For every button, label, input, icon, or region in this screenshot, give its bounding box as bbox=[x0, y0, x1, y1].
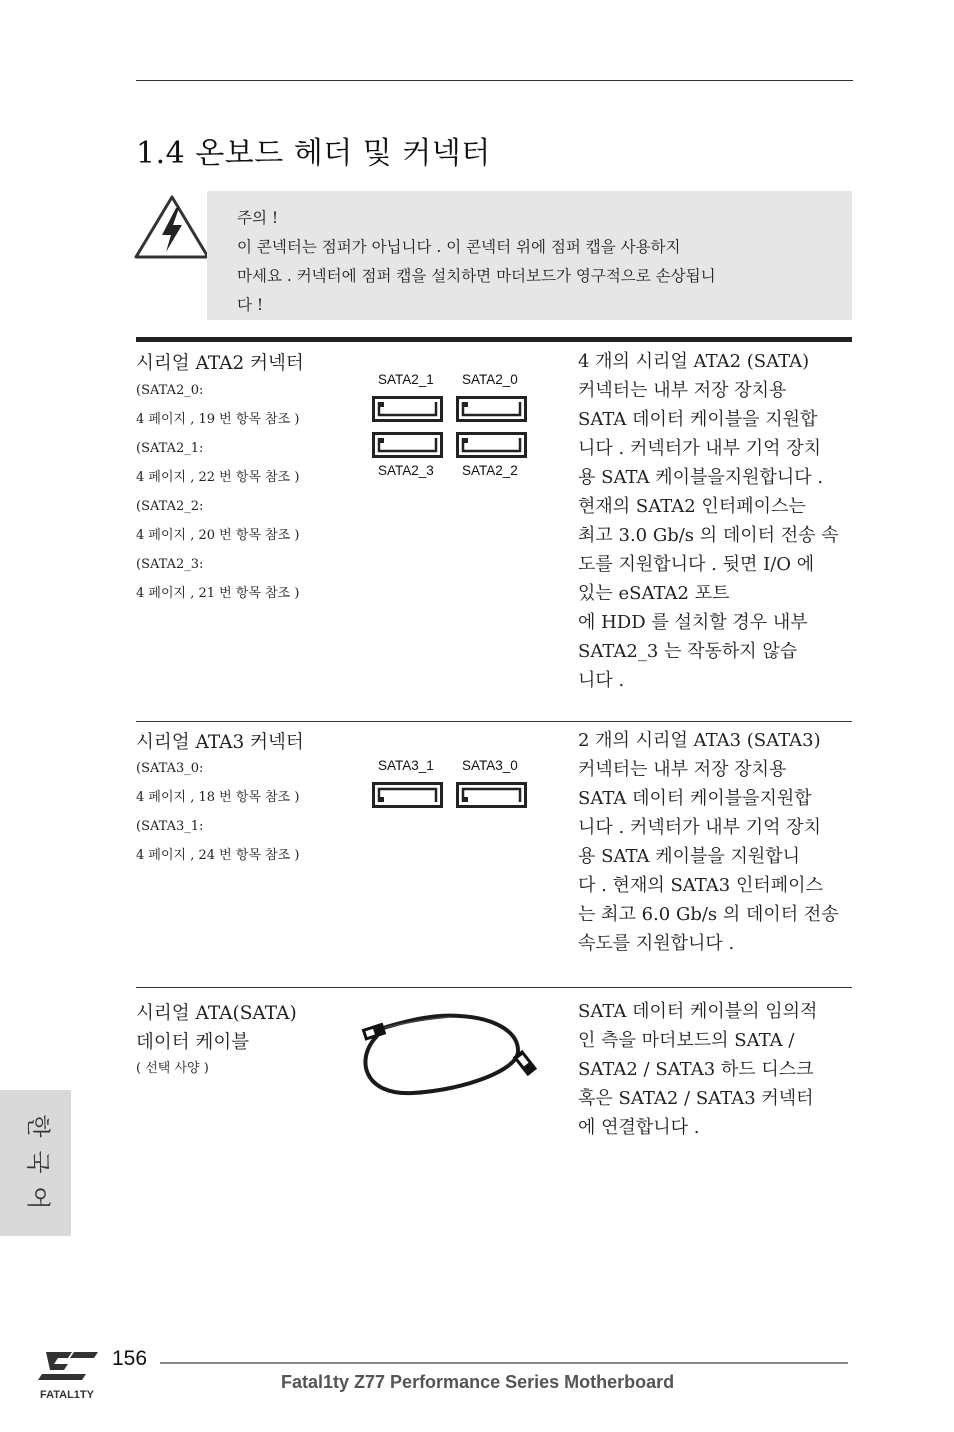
sata2-refs bbox=[136, 376, 299, 608]
desc-line: 인 측을 마더보드의 SATA / bbox=[578, 1030, 795, 1051]
sata-connector-icon bbox=[456, 396, 527, 422]
ref-line: (SATA2_2: bbox=[136, 499, 204, 514]
cable-title bbox=[136, 999, 297, 1057]
ref-line: (SATA2_1: bbox=[136, 441, 204, 456]
top-rule bbox=[136, 80, 853, 81]
caution-text bbox=[237, 204, 777, 320]
cable-description bbox=[578, 997, 853, 1142]
logo-text: FATAL1TY bbox=[40, 1389, 94, 1401]
port-label-sata2-3: SATA2_3 bbox=[378, 463, 434, 478]
section-title: 1.4 온보드 헤더 및 커넥터 bbox=[136, 136, 491, 171]
desc-line: 2 개의 시리얼 ATA3 (SATA3) bbox=[578, 730, 821, 751]
desc-line: 최고 3.0 Gb/s 의 데이터 전송 속 bbox=[578, 525, 839, 546]
sata3-refs bbox=[136, 754, 299, 870]
desc-line: 에 연결합니다 . bbox=[578, 1117, 700, 1138]
cable-title-line: 시리얼 ATA(SATA) bbox=[136, 1003, 297, 1024]
ref-line: 4 페이지 , 19 번 항목 참조 ) bbox=[136, 412, 300, 427]
ref-line: (SATA2_0: bbox=[136, 383, 204, 398]
page-number: 156 bbox=[112, 1347, 148, 1370]
sata3-description bbox=[578, 726, 853, 958]
desc-line: 커넥터는 내부 저장 장치용 bbox=[578, 759, 787, 780]
sata3-connector-icon bbox=[456, 782, 527, 808]
section-divider bbox=[136, 987, 852, 988]
desc-line: 속도를 지원합니다 . bbox=[578, 933, 735, 954]
desc-line: 도를 지원합니다 . 뒷면 I/O 에 bbox=[578, 554, 815, 575]
desc-line: 니다 . 커넥터가 내부 기억 장치 bbox=[578, 438, 821, 459]
port-label-sata2-1: SATA2_1 bbox=[378, 372, 434, 387]
caution-line: 마세요 . 커넥터에 점퍼 캡을 설치하면 마더보드가 영구적으로 손상됩니 bbox=[237, 267, 716, 285]
desc-line: SATA 데이터 케이블을지원합 bbox=[578, 788, 812, 809]
desc-line: 니다 . bbox=[578, 670, 625, 691]
desc-line: 4 개의 시리얼 ATA2 (SATA) bbox=[578, 351, 810, 372]
ref-line: 4 페이지 , 21 번 항목 참조 ) bbox=[136, 586, 300, 601]
desc-line: SATA 데이터 케이블을 지원합 bbox=[578, 409, 818, 430]
sata-connector-icon bbox=[372, 432, 443, 458]
caution-line: 주의 ! bbox=[237, 209, 279, 227]
port-label-sata2-2: SATA2_2 bbox=[462, 463, 518, 478]
desc-line: SATA2_3 는 작동하지 않습 bbox=[578, 641, 798, 662]
cable-note: ( 선택 사양 ) bbox=[136, 1061, 209, 1076]
section-divider bbox=[136, 337, 852, 342]
language-char: 어 bbox=[24, 1186, 52, 1210]
cable-title-line: 데이터 케이블 bbox=[136, 1032, 250, 1053]
desc-line: 혹은 SATA2 / SATA3 커넥터 bbox=[578, 1088, 814, 1109]
language-tab-label bbox=[18, 1108, 58, 1216]
warning-icon bbox=[133, 194, 211, 260]
desc-line: 용 SATA 케이블을지원합니다 . bbox=[578, 467, 824, 488]
ref-line: 4 페이지 , 24 번 항목 참조 ) bbox=[136, 848, 300, 863]
sata2-description bbox=[578, 347, 853, 695]
ref-line: (SATA3_0: bbox=[136, 761, 204, 776]
language-char: 한 bbox=[24, 1114, 52, 1138]
desc-line: 에 HDD 를 설치할 경우 내부 bbox=[578, 612, 808, 633]
caution-line: 이 콘넥터는 점퍼가 아닙니다 . 이 콘넥터 위에 점퍼 캡을 사용하지 bbox=[237, 238, 681, 256]
desc-line: 현재의 SATA2 인터페이스는 bbox=[578, 496, 806, 517]
caution-line: 다 ! bbox=[237, 296, 264, 314]
footer-rule bbox=[160, 1362, 848, 1364]
sata3-connector-icon bbox=[372, 782, 443, 808]
footer-title: Fatal1ty Z77 Performance Series Motherboard bbox=[281, 1372, 675, 1392]
desc-line: 다 . 현재의 SATA3 인터페이스 bbox=[578, 875, 823, 896]
desc-line: SATA 데이터 케이블의 임의적 bbox=[578, 1001, 818, 1022]
port-label-sata3-0: SATA3_0 bbox=[462, 758, 518, 773]
ref-line: (SATA2_3: bbox=[136, 557, 204, 572]
sata3-title: 시리얼 ATA3 커넥터 bbox=[136, 732, 304, 753]
sata2-title: 시리얼 ATA2 커넥터 bbox=[136, 353, 304, 374]
desc-line: 커넥터는 내부 저장 장치용 bbox=[578, 380, 787, 401]
sata-connector-icon bbox=[372, 396, 443, 422]
desc-line: 용 SATA 케이블을 지원합니 bbox=[578, 846, 801, 867]
port-label-sata3-1: SATA3_1 bbox=[378, 758, 434, 773]
ref-line: 4 페이지 , 20 번 항목 참조 ) bbox=[136, 528, 300, 543]
desc-line: 니다 . 커넥터가 내부 기억 장치 bbox=[578, 817, 821, 838]
desc-line: 는 최고 6.0 Gb/s 의 데이터 전송 bbox=[578, 904, 839, 925]
ref-line: (SATA3_1: bbox=[136, 819, 204, 834]
desc-line: 있는 eSATA2 포트 bbox=[578, 583, 730, 604]
sata-connector-icon bbox=[456, 432, 527, 458]
fatal1ty-logo bbox=[28, 1348, 106, 1404]
sata-cable-image bbox=[355, 1000, 545, 1100]
port-label-sata2-0: SATA2_0 bbox=[462, 372, 518, 387]
section-divider bbox=[136, 721, 852, 722]
ref-line: 4 페이지 , 22 번 항목 참조 ) bbox=[136, 470, 300, 485]
ref-line: 4 페이지 , 18 번 항목 참조 ) bbox=[136, 790, 300, 805]
language-char: 국 bbox=[24, 1150, 52, 1174]
desc-line: SATA2 / SATA3 하드 디스크 bbox=[578, 1059, 814, 1080]
